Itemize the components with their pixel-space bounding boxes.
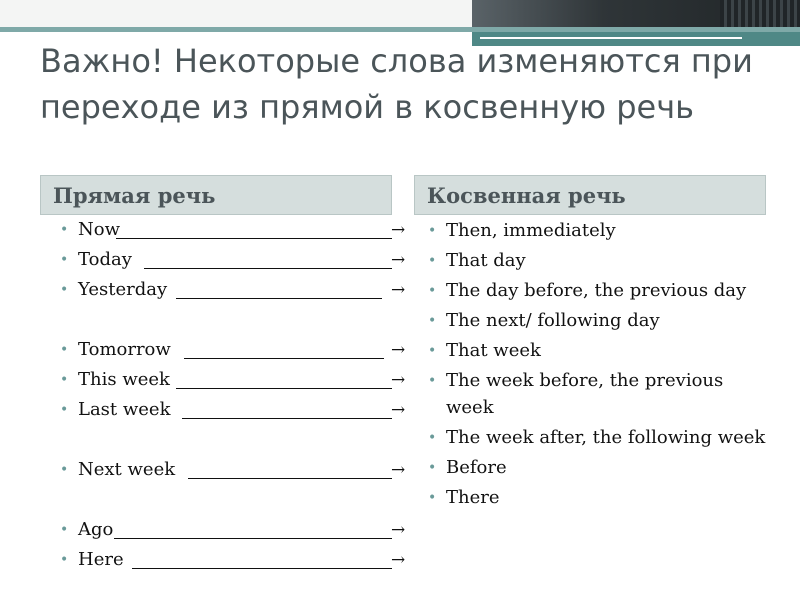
bullet-icon: • xyxy=(60,402,69,418)
list-item xyxy=(60,278,420,308)
bullet-icon: • xyxy=(428,253,437,269)
list-item xyxy=(428,278,768,308)
indirect-word: The next/ following day xyxy=(446,310,660,331)
bullet-icon: • xyxy=(428,313,437,329)
blank-line xyxy=(176,372,392,389)
top-striped-bar xyxy=(720,0,800,27)
arrow-right-icon: → xyxy=(391,220,406,240)
blank-line xyxy=(188,462,392,479)
bullet-icon: • xyxy=(428,489,437,506)
bullet-icon: • xyxy=(428,373,437,389)
bullet-icon: • xyxy=(60,522,69,538)
bullet-icon: • xyxy=(428,283,437,299)
direct-word: Tomorrow xyxy=(78,339,171,360)
direct-word: Now xyxy=(78,219,120,240)
direct-word: Next week xyxy=(78,459,176,480)
blank-line xyxy=(182,402,392,419)
indirect-word: The week before, the previous week xyxy=(446,370,724,418)
indirect-word: That day xyxy=(446,250,526,271)
list-item xyxy=(428,455,768,485)
list-item xyxy=(428,218,768,248)
arrow-right-icon: → xyxy=(391,550,406,570)
list-item xyxy=(428,338,768,368)
arrow-right-icon: → xyxy=(391,280,406,300)
indirect-word: Before xyxy=(446,456,507,478)
bullet-icon: • xyxy=(60,372,69,388)
blank-line xyxy=(144,252,392,269)
direct-speech-header: Прямая речь xyxy=(40,175,392,215)
bullet-icon: • xyxy=(428,459,437,476)
indirect-speech-list xyxy=(428,218,768,515)
blank-line xyxy=(176,282,382,299)
list-item xyxy=(60,518,420,548)
arrow-right-icon: → xyxy=(391,520,406,540)
direct-word: This week xyxy=(78,369,170,390)
arrow-right-icon: → xyxy=(391,250,406,270)
list-item xyxy=(428,425,768,455)
list-item xyxy=(60,398,420,428)
indirect-word: The week after, the following week xyxy=(446,426,766,448)
arrow-right-icon: → xyxy=(391,370,406,390)
indirect-word: The day before, the previous day xyxy=(446,280,747,301)
list-item xyxy=(428,308,768,338)
bullet-icon: • xyxy=(60,342,69,358)
blank-line xyxy=(114,522,392,539)
direct-word: Ago xyxy=(78,519,114,540)
list-item xyxy=(60,218,420,248)
list-item xyxy=(428,485,768,515)
blank-line xyxy=(184,342,384,359)
bullet-icon: • xyxy=(428,223,437,239)
list-item xyxy=(60,458,420,488)
blank-line xyxy=(116,222,392,239)
arrow-right-icon: → xyxy=(391,460,406,480)
bullet-icon: • xyxy=(60,282,69,298)
list-item xyxy=(60,368,420,398)
bullet-icon: • xyxy=(60,462,69,478)
direct-word: Last week xyxy=(78,399,171,420)
bullet-icon: • xyxy=(60,222,69,238)
list-item xyxy=(428,248,768,278)
indirect-word: There xyxy=(446,486,500,508)
bullet-icon: • xyxy=(60,252,69,268)
indirect-word: That week xyxy=(446,340,541,361)
bullet-icon: • xyxy=(428,343,437,359)
indirect-word: Then, immediately xyxy=(446,220,616,241)
blank-line xyxy=(132,552,392,569)
arrow-right-icon: → xyxy=(391,340,406,360)
list-item xyxy=(60,338,420,368)
list-item xyxy=(60,248,420,278)
direct-speech-list xyxy=(60,218,420,578)
direct-word: Yesterday xyxy=(78,279,168,300)
list-item xyxy=(428,368,768,425)
arrow-right-icon: → xyxy=(391,400,406,420)
bullet-icon: • xyxy=(428,429,437,446)
direct-word: Today xyxy=(78,249,132,270)
slide-title: Важно! Некоторые слова изменяются при переходе из прямой в косвенную речь xyxy=(40,42,753,126)
list-item xyxy=(60,548,420,578)
indirect-speech-header: Косвенная речь xyxy=(414,175,766,215)
direct-word: Here xyxy=(78,549,124,570)
bullet-icon: • xyxy=(60,552,69,568)
